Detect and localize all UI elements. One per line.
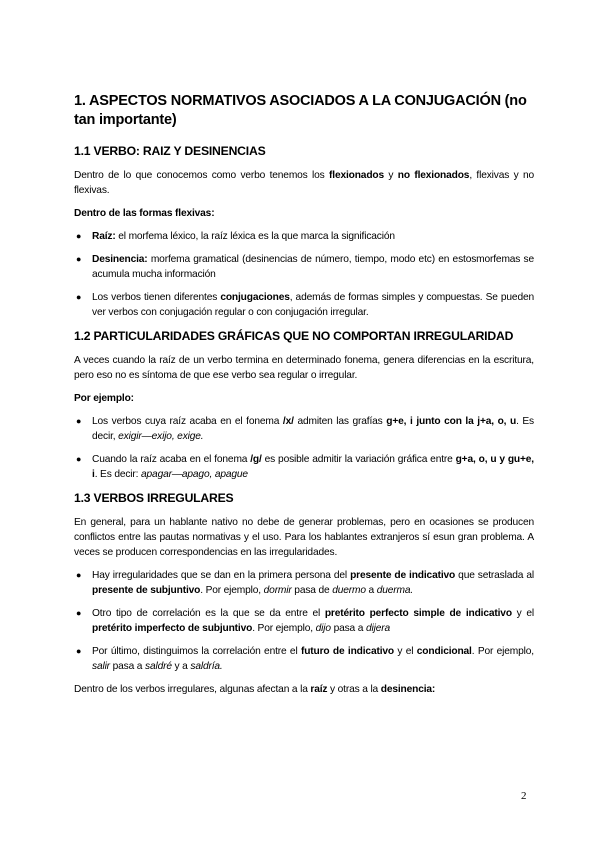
- bullet-list: [74, 229, 534, 320]
- page-title: 1. ASPECTOS NORMATIVOS ASOCIADOS A LA CONJUGACIÓN (no tan importante): [74, 93, 527, 128]
- document-page: [74, 92, 534, 705]
- section-heading-1-3: 1.3 VERBOS IRREGULARES: [74, 491, 234, 505]
- bullet-icon: ●: [76, 416, 82, 426]
- list-item: ● Cuando la raíz acaba en el fonema /g/ es posible admitir la variación gráfica entre g+a, o, u y gu+e, i. Es decir: apagar—apago, apague: [76, 454, 534, 480]
- bullet-icon: ●: [76, 454, 82, 464]
- list-item: ● Desinencia: morfema gramatical (desinencias de número, tiempo, modo etc) en estosmorfemas se acumula mucha información: [76, 254, 534, 280]
- list-item: ● Raíz: el morfema léxico, la raíz léxica es la que marca la significación: [76, 231, 395, 242]
- list-item: ● Por último, distinguimos la correlación entre el futuro de indicativo y el condicional. Por ejemplo, salir pasa a saldré y a saldría.: [76, 646, 534, 672]
- section-heading-1-1: 1.1 VERBO: RAIZ Y DESINENCIAS: [74, 144, 266, 158]
- list-item: ● Hay irregularidades que se dan en la primera persona del presente de indicativo que setraslada al presente de subjuntivo. Por ejemplo, dormir pasa de duermo a duerma.: [76, 570, 534, 596]
- bullet-icon: ●: [76, 292, 82, 302]
- bullet-list: [74, 414, 534, 482]
- paragraph: En general, para un hablante nativo no debe de generar problemas, pero en ocasiones se producen conflictos entre las pautas normativas y el uso. Para los hablantes extranjeros sí esun gran problema. A veces se producen correspondencias en las irregularidades.: [74, 517, 534, 558]
- paragraph: Dentro de lo que conocemos como verbo tenemos los flexionados y no flexionados, flexivas y no flexivas.: [74, 170, 534, 196]
- page-number: 2: [521, 790, 527, 802]
- paragraph: A veces cuando la raíz de un verbo termina en determinado fonema, genera diferencias en la escritura, pero eso no es síntoma de que ese verbo sea regular o irregular.: [74, 355, 534, 381]
- list-item: ● Otro tipo de correlación es la que se da entre el pretérito perfecto simple de indicativo y el pretérito imperfecto de subjuntivo. Por ejemplo, dijo pasa a dijera: [76, 608, 534, 634]
- bullet-icon: ●: [76, 254, 82, 264]
- bullet-icon: ●: [76, 646, 82, 656]
- bullet-icon: ●: [76, 608, 82, 618]
- list-label: Dentro de las formas flexivas:: [74, 208, 215, 219]
- list-label: Por ejemplo:: [74, 393, 134, 404]
- bullet-icon: ●: [76, 570, 82, 580]
- bullet-list: [74, 568, 534, 674]
- section-heading-1-2: 1.2 PARTICULARIDADES GRÁFICAS QUE NO COMPORTAN IRREGULARIDAD: [74, 329, 514, 343]
- list-item: ● Los verbos cuya raíz acaba en el fonema /x/ admiten las grafías g+e, i junto con la j+a, o, u. Es decir, exigir—exijo, exige.: [76, 416, 534, 442]
- bullet-icon: ●: [76, 231, 82, 241]
- list-item: ● Los verbos tienen diferentes conjugaciones, además de formas simples y compuestas. Se pueden ver verbos con conjugación regular o con conjugación irregular.: [76, 292, 534, 318]
- paragraph: Dentro de los verbos irregulares, algunas afectan a la raíz y otras a la desinencia:: [74, 684, 436, 695]
